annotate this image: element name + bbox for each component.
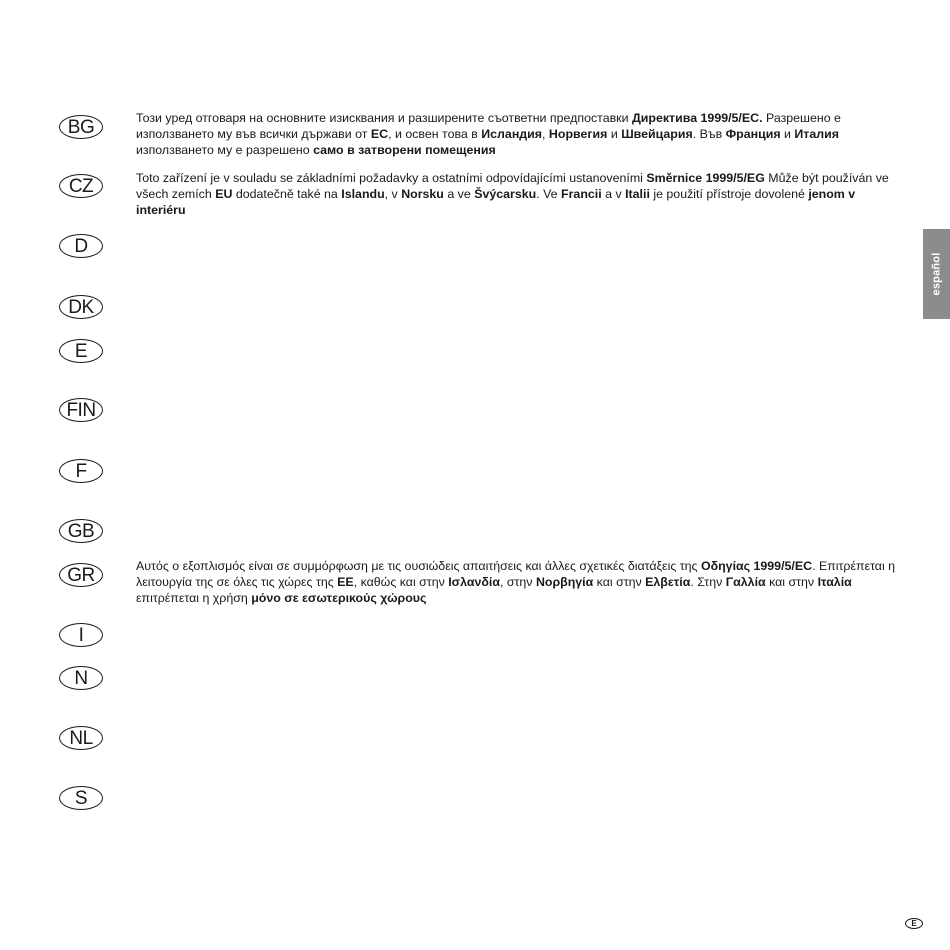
emphasis-text: Директива 1999/5/ЕС. (631, 111, 763, 125)
country-badge-bg: BG (59, 115, 103, 139)
body-text: , καθώς και στην (353, 575, 449, 590)
emphasis-text: Italii (625, 187, 650, 202)
declaration-text-gr (136, 558, 906, 607)
country-badge-f: F (59, 459, 103, 483)
body-text: Αυτός ο εξοπλισμός είναι σε συμμόρφωση με τις ουσιώδεις απαιτήσεις και άλλες σχετικές διατάξεις της (136, 559, 701, 573)
emphasis-text: Швейцария (621, 127, 693, 142)
side-tab-label: español (930, 252, 943, 296)
country-badge-gr: GR (59, 563, 103, 587)
body-text: και στην (593, 575, 646, 590)
emphasis-text: Οδηγίας 1999/5/ΕC (700, 559, 813, 573)
country-badge-n: N (59, 666, 103, 690)
body-text: και στην (765, 575, 818, 590)
emphasis-text: ЕС (370, 127, 389, 142)
body-text: . Στην (690, 575, 726, 590)
body-text: използването му е разрешено (136, 143, 314, 158)
country-badge-s: S (59, 786, 103, 810)
body-text: dodatečně také na (232, 187, 342, 202)
emphasis-text: само в затворени помещения (313, 143, 496, 158)
body-text: , (542, 127, 549, 142)
emphasis-text: Γαλλία (725, 575, 766, 590)
body-text: je použití přístroje dovolené (649, 187, 809, 202)
body-text: . Ve (536, 187, 562, 202)
country-badge-nl: NL (59, 726, 103, 750)
emphasis-text: Švýcarsku (474, 187, 537, 202)
body-text: и (607, 127, 622, 142)
body-text: a v (601, 187, 626, 202)
emphasis-text: Ιταλία (817, 575, 852, 590)
declaration-text-cz (136, 170, 906, 219)
country-badge-i: I (59, 623, 103, 647)
country-badge-d: D (59, 234, 103, 258)
body-text: a ve (443, 187, 475, 202)
country-badge-gb: GB (59, 519, 103, 543)
emphasis-text: Islandu (341, 187, 385, 202)
emphasis-text: Италия (794, 127, 839, 142)
language-side-tab[interactable] (923, 229, 950, 319)
body-text: , и освен това в (388, 127, 482, 142)
body-text: и (780, 127, 795, 142)
declaration-text-bg (136, 110, 906, 159)
emphasis-text: jenom v interiéru (136, 187, 856, 218)
body-text: Může být používán ve všech zemích (136, 171, 889, 202)
emphasis-text: Směrnice 1999/5/EG (646, 171, 765, 185)
country-badge-dk: DK (59, 295, 103, 319)
page-marker-badge: E (905, 918, 923, 929)
country-badge-e: E (59, 339, 103, 363)
emphasis-text: μόνο σε εσωτερικούς χώρους (251, 591, 427, 606)
emphasis-text: Francii (561, 187, 602, 202)
emphasis-text: Франция (725, 127, 781, 142)
body-text: Разрешено е използването му във всички държави от (136, 111, 841, 142)
body-text: . Επιτρέπεται η λειτουργία της σε όλες τις χώρες της (136, 559, 896, 590)
emphasis-text: Ελβετία (645, 575, 691, 590)
body-text: . Във (692, 127, 726, 142)
emphasis-text: Исландия (481, 127, 543, 142)
body-text: Този уред отговаря на основните изисквания и разширените съответни предпоставки (136, 111, 632, 125)
body-text: επιτρέπεται η χρήση (136, 591, 252, 606)
body-text: , στην (499, 575, 536, 590)
emphasis-text: ΕΕ (337, 575, 354, 590)
body-text: , v (384, 187, 402, 202)
emphasis-text: EU (215, 187, 233, 202)
country-badge-cz: CZ (59, 174, 103, 198)
country-badge-fin: FIN (59, 398, 103, 422)
emphasis-text: Norsku (401, 187, 444, 202)
emphasis-text: Ισλανδία (448, 575, 500, 590)
emphasis-text: Норвегия (548, 127, 608, 142)
emphasis-text: Νορβηγία (535, 575, 594, 590)
body-text: Toto zařízení je v souladu se základními požadavky a ostatními odpovídajícími ustanoveními (136, 171, 647, 185)
